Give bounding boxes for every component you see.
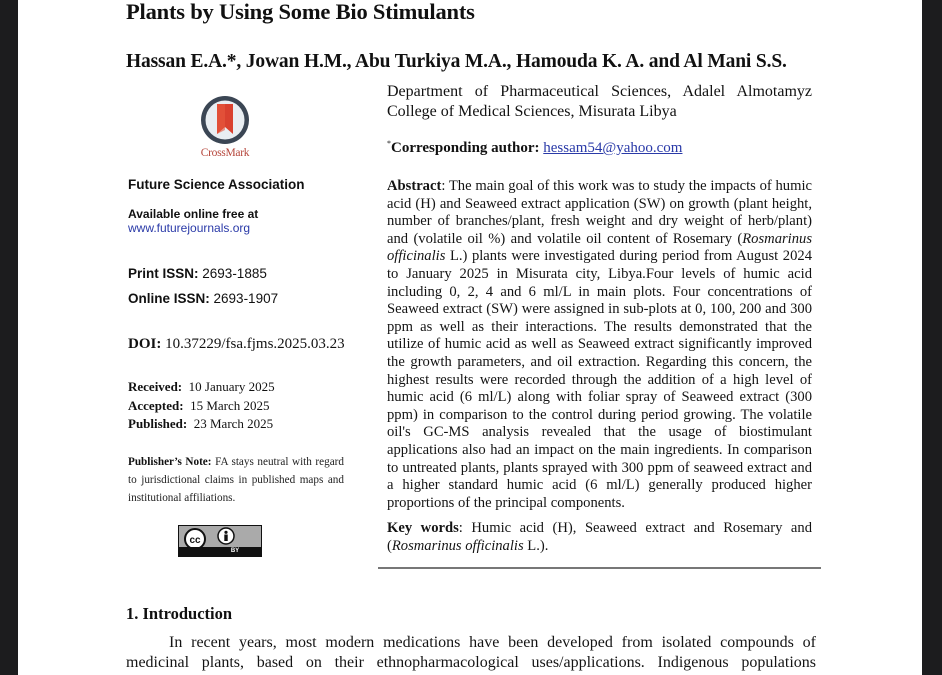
date-label: Accepted: <box>128 397 184 413</box>
introduction-body <box>126 633 816 672</box>
doi-label: DOI: <box>128 336 162 352</box>
cc-by-license-icon <box>179 526 263 548</box>
keywords-label: Key words <box>387 520 459 536</box>
author-list: Hassan E.A.*, Jowan H.M., Abu Turkiya M.A., Hamouda K. A. and Al Mani S.S. <box>126 51 787 72</box>
affiliation <box>387 82 812 122</box>
online-issn <box>128 291 278 306</box>
publisher-note-label: Publisher’s Note: <box>128 456 212 468</box>
published-date <box>128 415 275 434</box>
date-label: Received: <box>128 379 183 394</box>
keywords-line-2 <box>387 538 548 554</box>
svg-text:cc: cc <box>189 535 201 546</box>
article-dates <box>128 378 275 434</box>
paren: L.). <box>523 538 549 554</box>
publisher-note <box>128 453 344 507</box>
online-issn-value: 2693-1907 <box>213 291 279 306</box>
availability-label: Available online free at <box>128 207 259 221</box>
crossmark-label: CrossMark <box>200 147 250 159</box>
online-issn-label: Online ISSN: <box>128 291 210 306</box>
abstract-species: Rosmarinus officinalis <box>387 230 812 265</box>
paren: ( <box>387 538 392 554</box>
association-name: Future Science Association <box>128 177 305 192</box>
accepted-date <box>128 397 275 416</box>
corresponding-email-link[interactable]: hessam54@yahoo.com <box>543 140 683 156</box>
introduction-line-1: In recent years, most modern medications have been developed from isolated compounds of <box>169 634 816 651</box>
received-date <box>128 378 275 397</box>
section-divider <box>378 567 821 569</box>
keywords-text: : Humic acid (H), Seaweed extract and Rosemary and <box>458 520 812 536</box>
crossmark-logo[interactable] <box>194 94 256 164</box>
introduction-line-2: medicinal plants, based on their ethnopharmacological uses/applications. Indigenous populations <box>126 653 816 671</box>
date-label: Published: <box>128 416 188 431</box>
print-issn-label: Print ISSN: <box>128 266 199 281</box>
paper-page <box>18 0 922 675</box>
paper-title: Plants by Using Some Bio Stimulants <box>126 0 475 24</box>
corresponding-author <box>387 139 682 157</box>
date-value: 10 January 2025 <box>188 379 275 394</box>
corresponding-marker: * <box>387 139 391 148</box>
print-issn <box>128 266 267 281</box>
crossmark-icon <box>199 94 251 146</box>
keywords-species: Rosmarinus officinalis <box>391 538 524 554</box>
affiliation-line-2: College of Medical Sciences, Misurata Libya <box>387 103 677 120</box>
date-value: 23 March 2025 <box>193 416 274 431</box>
publisher-note-text: FA stays neutral with regard to jurisdictional claims in published maps and institutional affiliations. <box>128 456 344 504</box>
abstract-text-2: L.) plants were investigated during period from August 2024 to January 2025 in Misurata city, Libya.Four levels of humic acid including 0, 2, 4 and 6 ml/L in main plots. Four concentrations of Seaweed extract (SW) were assigned in sub-plots at 0, 100, 200 and 300 ppm as well as their interactions. The results demonstrated that the utilize of humic acid as well as Seaweed extract significantly improved the growth parameters, and oil extraction. Regarding this concern, the highest results were recorded through the addition of a high level of humic acid (6 ml/L) along with foliar spray of Seaweed extract (300 ppm) in comparison to the control during period growing. The volatile oil's GC-MS analysis revealed that the usage of biostimulant applications also had an impact on the main ingredients. In comparison to untreated plants, plants sprayed with 300 ppm of seaweed extract and a higher standard humic acid (6 ml/L) generally produced higher proportions of the principal components. <box>387 248 812 511</box>
date-value: 15 March 2025 <box>190 397 270 413</box>
print-issn-value: 2693-1885 <box>202 266 267 281</box>
cc-by-license-badge[interactable] <box>178 525 262 557</box>
introduction-heading: 1. Introduction <box>126 604 233 623</box>
abstract-text-1: : The main goal of this work was to study the impacts of humic acid (H) and Seaweed extract application (SW) on growth (plant height, number of branches/plant, fresh weight and dry weight of herb/plant) and (volatile oil %) and volatile oil content of Rosemary ( <box>387 178 812 247</box>
abstract-label: Abstract <box>387 178 442 194</box>
doi-value[interactable]: 10.37229/fsa.fjms.2025.03.23 <box>165 336 345 352</box>
keywords <box>387 519 812 555</box>
license-by-label: BY <box>179 547 261 556</box>
corresponding-label: Corresponding author: <box>391 140 540 156</box>
abstract <box>387 178 812 512</box>
journal-website-link[interactable]: www.futurejournals.org <box>128 221 251 235</box>
doi <box>128 336 345 353</box>
affiliation-line-1: Department of Pharmaceutical Sciences, Adalel Almotamyz <box>387 83 812 100</box>
keywords-line-1 <box>387 519 812 537</box>
